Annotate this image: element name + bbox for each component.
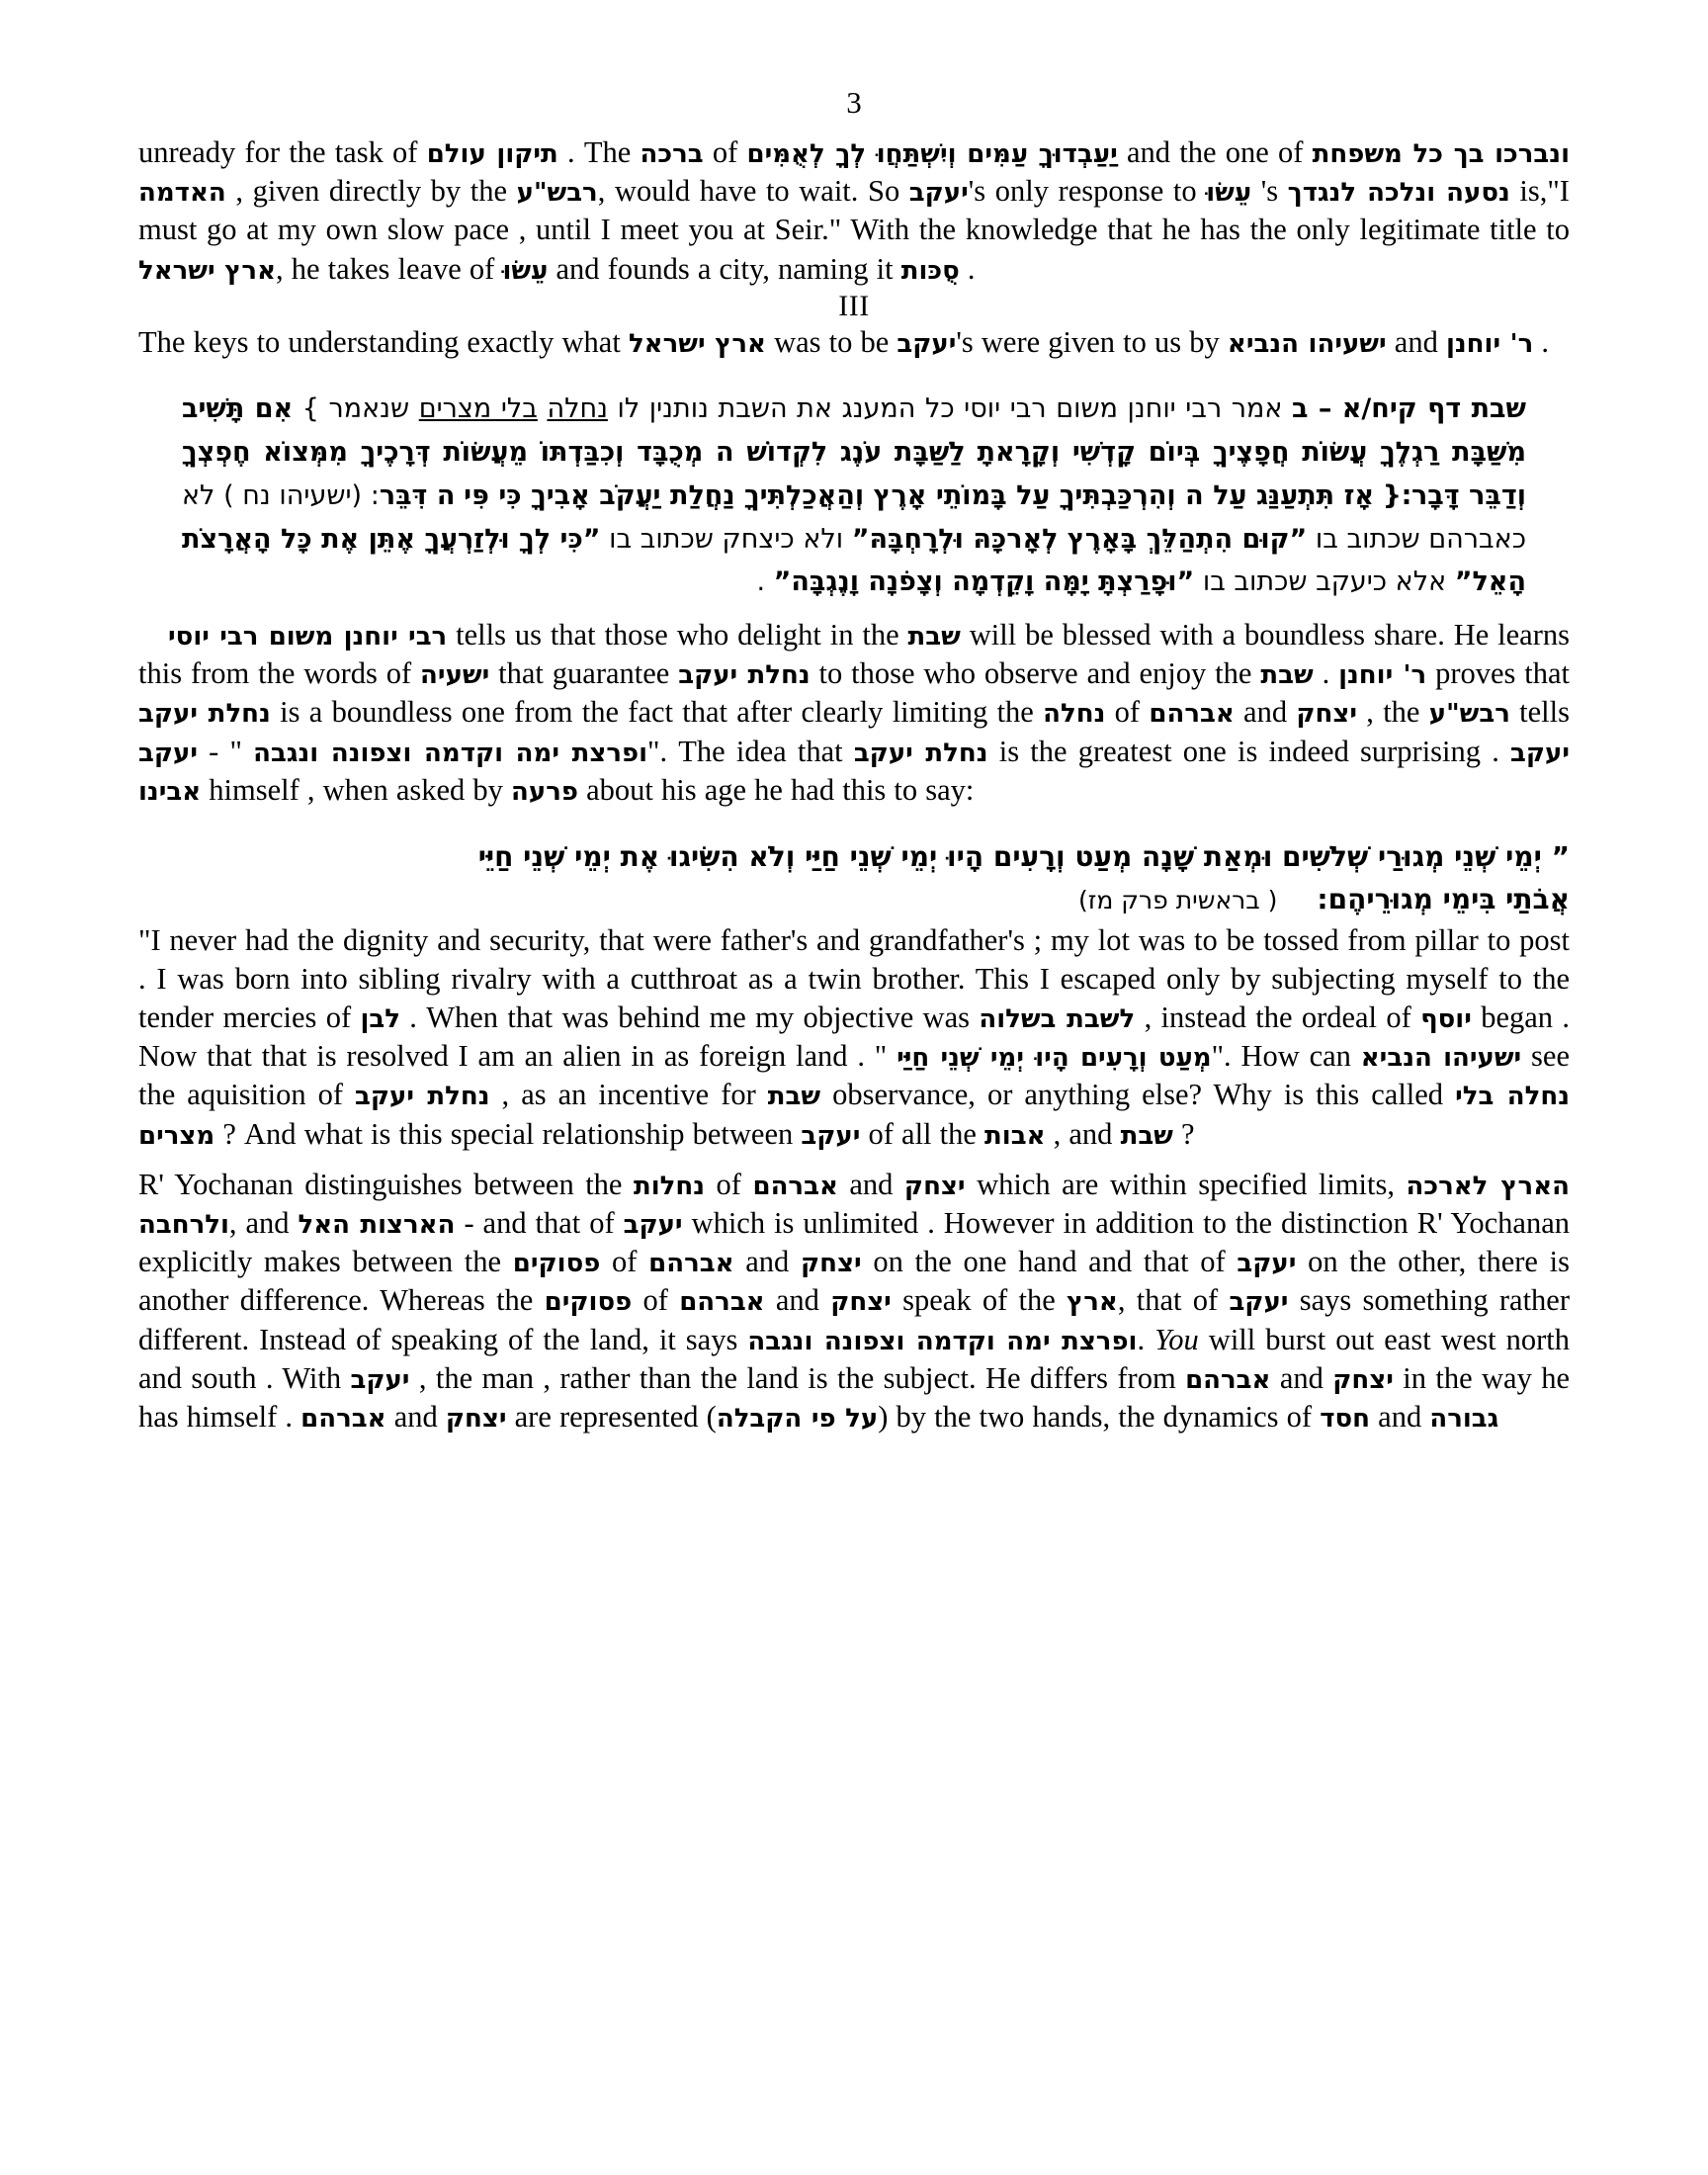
page-content-area <box>138 87 1570 1436</box>
hebrew-inline-text: מְעַט וְרָעִים הָיוּ יְמֵי שְׁנֵי חַיַּי <box>897 1043 1212 1074</box>
genesis-verse-source: ( בראשית פרק מז) <box>1077 886 1278 915</box>
page-number: 3 <box>846 85 862 120</box>
quote-text-run: : (ישעיהו נח ) לא כאברהם שכתוב בו <box>182 479 1526 555</box>
hebrew-inline-text: יצחק <box>1332 1364 1394 1395</box>
paragraph-continued-top: unready for the task of תיקון עולם . The ברכה of יַעַבְדוּךָ עַמִּים וְיִשְׁתַּחֲוּ לְךָ לְאֻמִּים and the one of ונברכו בך כל משפחת האדמה , given directly by the רבש"ע, would have to wait. So יעקב's only response to עֵשׂוּ 's נסעה ונלכה לנגדך is,"I must go at my own slow pace , until I meet you at Seir." With the knowledge that he has the only legitimate title to ארץ ישראל, he takes leave of עֵשׂוּ and founds a city, naming it סֻכּות . <box>138 135 1570 286</box>
quote-text-run: ”קוּם הִתְהַלֵּךְ בָּאָרֶץ לְאָרכָּהּ וּלְרָחְבָּהּ” <box>851 523 1308 555</box>
hebrew-inline-text: חסד <box>1320 1403 1371 1434</box>
hebrew-inline-text: אברהם <box>1185 1364 1271 1395</box>
hebrew-inline-text: נחלות <box>633 1171 706 1201</box>
hebrew-inline-text: יעקב <box>1229 1287 1289 1318</box>
hebrew-inline-text: רבש"ע <box>1428 699 1510 730</box>
hebrew-inline-text: עֵשׂוּ <box>502 255 549 286</box>
hebrew-inline-text: ישעיהו הנביא <box>1360 1043 1522 1074</box>
hebrew-inline-text: ארץ ישראל <box>138 255 277 286</box>
hebrew-inline-text: אברהם <box>752 1171 838 1201</box>
hebrew-inline-text: נחלה <box>1043 699 1106 730</box>
quote-text-run: ”וּפָרַצְתָּ יָמָּה וָקֵדְמָה וְצָפֹנָה וָנֶגְבָּה” <box>773 566 1195 598</box>
hebrew-inline-text: אברהם <box>300 1403 386 1434</box>
hebrew-inline-text: לבן <box>360 1004 400 1035</box>
hebrew-inline-text: סֻכּות <box>900 255 960 286</box>
hebrew-inline-text: שבת <box>907 622 961 652</box>
hebrew-inline-text: פסוקים <box>512 1249 601 1279</box>
genesis-verse-line-2: אֲבֹתַי בִּימֵי מְגוּרֵיהֶם: <box>1317 883 1570 916</box>
hebrew-inline-text: יעקב <box>801 1120 861 1151</box>
spacer-before-genesis-quote <box>138 810 1570 835</box>
hebrew-inline-text: יצחק <box>903 1171 966 1201</box>
hebrew-inline-text: נחלה בלי מצרים <box>138 1082 1570 1151</box>
hebrew-inline-text: שבת <box>767 1082 821 1112</box>
hebrew-inline-text: נסעה ונלכה לנגדך <box>1287 178 1510 209</box>
hebrew-inline-text: יצחק <box>445 1403 507 1434</box>
hebrew-inline-text: ברכה <box>640 139 704 169</box>
hebrew-inline-text: ר' יוחנן <box>1338 660 1427 691</box>
hebrew-inline-text: נחלת יעקב <box>355 1082 490 1112</box>
hebrew-inline-text: ישעיה <box>420 660 490 691</box>
quote-text-run: אִם תָּשִׁיב מִשַּׁבָּת רַגְלֶךָ עֲשׂוֹת חֲפָצֶיךָ בְּיוֹם קָדְשִׁי וְקָרָאתָ <box>182 393 1526 469</box>
hebrew-inline-text: הארץ לארכה ולרחבה <box>138 1171 1570 1241</box>
hebrew-inline-text: יעקב <box>897 329 957 360</box>
paragraph-r-yochanan-distinguishes: R' Yochanan distinguishes between the נחלות of אברהם and יצחק which are within specified limits, הארץ לארכה ולרחבה, and הארצות האל - and that of יעקב which is unlimited . However in addition to the distinction R' Yochanan explicitly makes between the פסוקים of אברהם and יצחק on the one hand and that of יעקב on the other, there is another difference. Whereas the פסוקים of אברהם and יצחק speak of the ארץ, that of יעקב says something rather different. Instead of speaking of the land, it says ופרצת ימה וקדמה וצפונה ונגבה. You will burst out east west north and south . With יעקב , the man , rather than the land is the subject. He differs from אברהם and יצחק in the way he has himself . אברהם and יצחק are represented (על פי הקבלה) by the two hands, the dynamics of חסד and גבורה <box>138 1167 1570 1434</box>
hebrew-inline-text: גבורה <box>1429 1403 1499 1434</box>
spacer-before-final-paragraph <box>138 1154 1570 1166</box>
quote-text-run: שנאמר } <box>293 393 419 425</box>
spacer-before-talmud-quote <box>138 362 1570 388</box>
hebrew-inline-text: שבת <box>1120 1120 1173 1151</box>
hebrew-inline-text: יצחק <box>830 1287 892 1318</box>
hebrew-inline-text: שבת <box>1260 660 1314 691</box>
hebrew-inline-text: רבי יוחנן משום רבי יוסי <box>168 622 448 652</box>
hebrew-inline-text: יעקב <box>1237 1249 1297 1279</box>
hebrew-inline-text: אברהם <box>679 1287 765 1318</box>
hebrew-inline-text: ישעיהו הנביא <box>1227 329 1387 360</box>
paragraph-translation: "I never had the dignity and security, that were father's and grandfather's ; my lot was to be tossed from pillar to post . I was born into sibling rivalry with a cutthroat as a twin brother. This I escaped only by subjecting myself to the tender mercies of לבן . When that was behind me my objective was לשבת בשלוה , instead the ordeal of יוסף began . Now that that is resolved I am an alien in as foreign land . " מְעַט וְרָעִים הָיוּ יְמֵי שְׁנֵי חַיַּי". How can ישעיהו הנביא see the aquisition of נחלת יעקב , as an incentive for שבת observance, or anything else? Why is this called נחלה בלי מצרים ? And what is this special relationship between יעקב of all the אבות , and שבת ? <box>138 922 1570 1151</box>
hebrew-inline-text: ארץ <box>1067 1287 1118 1318</box>
quote-text-run: אמר רבי יוחנן משום רבי יוסי כל המענג את השבת נותנין לו <box>607 393 1292 425</box>
hebrew-inline-text: יעקב <box>350 1364 410 1395</box>
genesis-verse-line-1: ” יְמֵי שְׁנֵי מְגוּרַי שְׁלֹשִׁים וּמְאַת שָׁנָה מְעַט וְרָעִים הָיוּ יְמֵי שְׁנֵי חַיַּי וְלֹא הִשִּׂיגוּ אֶת יְמֵי שְׁנֵי חַיֵּי <box>477 839 1570 873</box>
hebrew-inline-text: נחלת יעקב <box>853 738 988 768</box>
quote-text-run: בלי מצרים <box>418 393 538 425</box>
quote-text-run: לַשַּׁבָּת עֹנֶג לִקְדוֹשׁ ה מְכֻבָּד וְכִבַּדְתּוֹ מֵעֲשׂוֹת דְּרָכֶיךָ מִמְּצוֹא חֶפְצְךָ וְדַבֵּר דָּבָר׃{ <box>182 437 1526 511</box>
spacer-after-talmud-quote <box>138 604 1570 616</box>
quote-text-run: אָז תִּתְעַנַּג עַל ה וְהִרְכַּבְתִּיךָ עַל בָּמוֹתֵי אָרֶץ וְהַאֲכַלְתִּיךָ נַחֲלַת יַעֲקֹב אָבִיךָ כִּי פִּי <box>464 479 1375 511</box>
paragraph-explanation: רבי יוחנן משום רבי יוסי tells us that those who delight in the שבת will be blessed with a boundless share. He learns this from the words of ישעיה that guarantee נחלת יעקב to those who observe and enjoy the שבת . ר' יוחנן proves that נחלת יעקב is a boundless one from the fact that after clearly limiting the נחלה of אברהם and יצחק , the רבש"ע tells יעקב - " ופרצת ימה וקדמה וצפונה ונגבה". The idea that נחלת יעקב is the greatest one is indeed surprising . יעקב אבינו himself , when asked by פרעה about his age he had this to say: <box>138 618 1571 807</box>
hebrew-inline-text: אבות <box>984 1120 1046 1151</box>
hebrew-inline-text: ארץ ישראל <box>628 329 766 360</box>
quote-text-run: שבת דף קיח/א – ב <box>1292 393 1526 425</box>
quote-text-run: . <box>756 566 774 598</box>
hebrew-inline-text: יעקב <box>908 178 969 209</box>
hebrew-inline-text: רבש"ע <box>516 178 598 209</box>
hebrew-inline-text: יעקב <box>623 1210 683 1241</box>
talmud-block-quote <box>138 388 1570 604</box>
hebrew-inline-text: אברהם <box>648 1249 734 1279</box>
hebrew-inline-text: ונברכו בך כל משפחת האדמה <box>138 139 1570 209</box>
hebrew-inline-text: הארצות האל <box>298 1210 456 1241</box>
hebrew-inline-text: לשבת בשלוה <box>979 1004 1136 1035</box>
hebrew-inline-text: יַעַבְדוּךָ עַמִּים וְיִשְׁתַּחֲוּ לְךָ לְאֻמִּים <box>746 139 1118 169</box>
quote-text-run: אלא כיעקב שכתוב <box>1234 566 1455 598</box>
hebrew-inline-text: נחלת יעקב <box>678 660 811 691</box>
hebrew-inline-text: יעקב אבינו <box>138 738 1571 807</box>
hebrew-inline-text: תיקון עולם <box>426 139 558 169</box>
paragraph-section-intro: The keys to understanding exactly what ארץ ישראל was to be יעקב's were given to us by ישעיהו הנביא and ר' יוחנן . <box>138 325 1550 360</box>
hebrew-inline-text: יצחק <box>800 1249 862 1279</box>
quote-text-run: נחלה <box>547 393 608 425</box>
quote-text-run: ”כִּי לְךָ וּלְזַרְעֲךָ אֶתֵּן אֶת כָּל הָאֲרָצֹת הָאֵל” <box>182 523 1526 598</box>
hebrew-inline-text: ר' יוחנן <box>1445 329 1534 360</box>
hebrew-inline-text: פסוקים <box>544 1287 633 1318</box>
hebrew-inline-text: יוסף <box>1420 1004 1472 1035</box>
quote-text-run: ולא כיצחק שכתוב בו <box>600 523 844 555</box>
hebrew-inline-text: נחלת יעקב <box>138 699 271 730</box>
section-heading-iii: III <box>838 289 870 322</box>
emphasis-text: You <box>1154 1322 1199 1356</box>
hebrew-inline-text: יצחק <box>1296 699 1358 730</box>
genesis-verse-line-2-row <box>138 878 1570 920</box>
hebrew-inline-text: פרעה <box>511 776 578 807</box>
hebrew-inline-text: ופרצת ימה וקדמה וצפונה ונגבה <box>253 738 648 768</box>
hebrew-inline-text: יעקב <box>138 738 198 768</box>
quote-text-run: ה דִּבֵּר <box>379 479 456 511</box>
hebrew-inline-text: על פי הקבלה <box>716 1403 879 1434</box>
hebrew-inline-text: עֵשׂוּ <box>1206 178 1252 209</box>
quote-text-run: בו <box>1194 566 1226 598</box>
hebrew-inline-text: ופרצת ימה וקדמה וצפונה ונגבה <box>747 1326 1138 1356</box>
hebrew-inline-text: אברהם <box>1149 699 1235 730</box>
